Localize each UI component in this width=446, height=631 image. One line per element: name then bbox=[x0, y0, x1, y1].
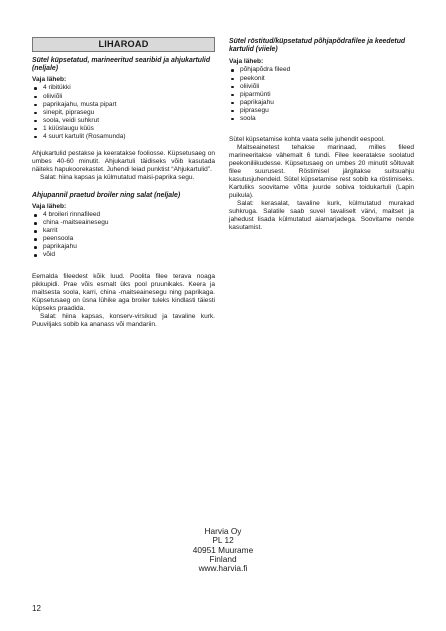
list-item: põhjapõdra fileed bbox=[229, 66, 414, 74]
po-box: PL 12 bbox=[212, 535, 234, 546]
recipe-title-reindeer: Sütel röstitud/küpsetatud põhjapõdrafilee ja keedetud kartulid (viiele) bbox=[229, 38, 406, 54]
postal-city: 40951 Muurame bbox=[192, 544, 254, 555]
list-item: oliiviõli bbox=[32, 93, 215, 101]
list-item: china -maitseainesegu bbox=[32, 219, 215, 227]
recipe-title-ribs: Sütel küpsetatud, marineeritud searibid ja ahjukartulid (neljale) bbox=[32, 57, 211, 73]
right-column bbox=[229, 38, 414, 238]
salad-text-ribs: Salat: hiina kapsas ja külmutatud maisi-paprika segu. bbox=[40, 173, 195, 181]
list-item: võid bbox=[32, 251, 215, 259]
list-item: 4 suurt kartulit (Rosamunda) bbox=[32, 133, 215, 141]
left-column bbox=[32, 37, 215, 335]
ingredient-list-reindeer bbox=[229, 66, 414, 122]
company-name: Harvia Oy bbox=[204, 526, 242, 536]
section-title: LIHAROAD bbox=[32, 37, 215, 52]
recipe-text-broiler: Eemalda fileedest kõik luud. Poolita filee terava noaga pikkupidi. Prae võis esmalt üks pool pruunikaks. Keera ja maitsesta soola, karri, china -maitseainesegu ning paprikaga. Küpsetusaeg on üsna lühike aga broiler tuleks kindlasti täiesti küpseks praadida. bbox=[32, 272, 215, 312]
company-address bbox=[0, 527, 446, 573]
salad-text-reindeer: Salat: kerasalat, tavaline kurk, külmutatud murakad suhkruga. Salatile saab suvel tavaliselt värvi, maitset ja jahedust lisada külmutatud aiamarjadega. Soovitame nende kasutamist. bbox=[229, 200, 414, 232]
ingredients-label: Vaja läheb: bbox=[229, 58, 264, 66]
ingredients-label: Vaja läheb: bbox=[32, 76, 67, 84]
list-item: peensoola bbox=[32, 235, 215, 243]
list-item: 4 ribitükki bbox=[32, 84, 215, 92]
list-item: oliiviõli bbox=[229, 83, 414, 91]
list-item: piparmünti bbox=[229, 91, 414, 99]
salad-text-broiler: Salat: hiina kapsas, konserv-virsikud ja tavaline kurk. Puuviljaks sobib ka ananass või mandariin. bbox=[32, 312, 215, 328]
list-item: 4 broileri rinnafileed bbox=[32, 211, 215, 219]
ingredient-list-ribs bbox=[32, 84, 215, 140]
list-item: karrit bbox=[32, 227, 215, 235]
recipe-text-ribs: Ahjukartulid pestakse ja keeratakse fooliosse. Küpsetusaeg on umbes 40-60 minutit. Ahjukartuli täidiseks võib kasutada näiteks hapukoorekastet. Juhendi leiad punktist “Ahjukartulid”. bbox=[32, 149, 215, 173]
recipe-text-reindeer-marinade: Maitseainetest tehakse marinaad, milles fileed marineeritakse vähemalt 6 tundi. Filee keeratakse soolatud peekoniliikudesse. Küpsetusaeg on umbes 20 minutit sõltuvalt filee suurusest. Röstimisel järgitakse suitsuahju kasutusjuhendeid. Sütel küpsetamise rest sobib ka röstimiseks. Kartuliks soovitame võtta juurde sobiva toidukartuli (Lapin puikula). bbox=[229, 143, 414, 200]
country: Finland bbox=[209, 553, 237, 564]
ingredient-list-broiler bbox=[32, 211, 215, 259]
list-item: soola bbox=[229, 115, 414, 123]
list-item: peekonit bbox=[229, 75, 414, 83]
ingredients-label: Vaja läheb: bbox=[32, 203, 67, 211]
list-item: soola, veidi suhkrut bbox=[32, 117, 215, 125]
list-item: paprikajahu bbox=[32, 243, 215, 251]
website: www.harvia.fi bbox=[198, 563, 248, 574]
recipe-title-broiler: Ahjupannil praetud broiler ning salat (neljale) bbox=[32, 191, 181, 199]
page-number: 12 bbox=[32, 604, 41, 613]
list-item: sinepit, piprasegu bbox=[32, 109, 215, 117]
list-item: 1 küüslaugu küüs bbox=[32, 125, 215, 133]
list-item: paprikajahu, musta pipart bbox=[32, 101, 215, 109]
recipe-text-reindeer: Sütel küpsetamise kohta vaata selle juhendit eespool. bbox=[229, 135, 385, 143]
list-item: piprasegu bbox=[229, 107, 414, 115]
list-item: paprikajahu bbox=[229, 99, 414, 107]
